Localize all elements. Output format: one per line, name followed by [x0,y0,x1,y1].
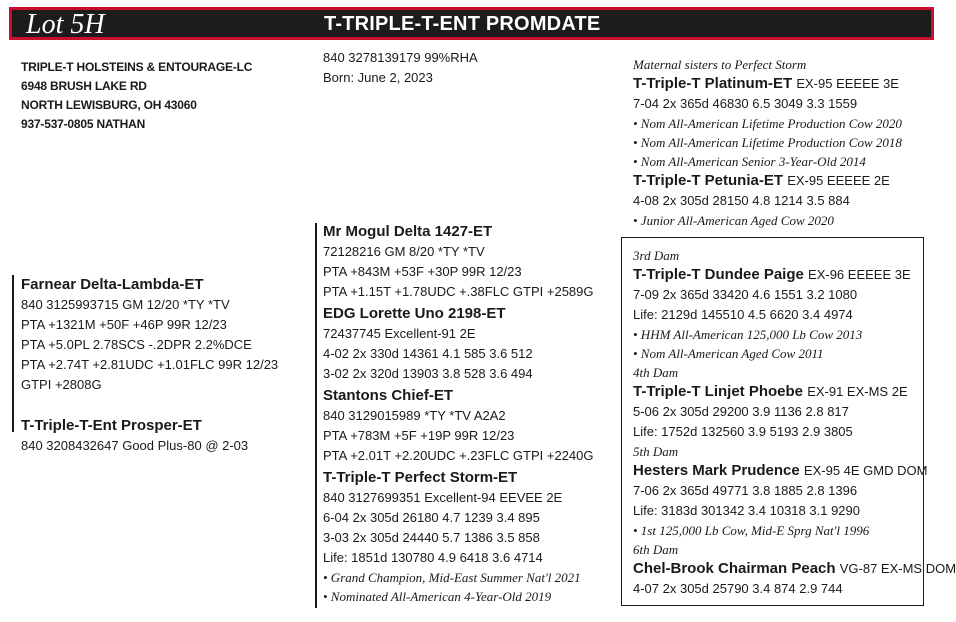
third-dam-heading: 3rd Dam [633,248,680,263]
fifth-dam-record: 7-06 2x 365d 49771 3.8 1885 2.8 1396 [633,483,858,498]
sires-sire-name: Mr Mogul Delta 1427-ET [323,223,493,240]
third-dam-note: • HHM All-American 125,000 Lb Cow 2013 [633,327,863,342]
dams-dam-note: • Nominated All-American 4-Year-Old 2019 [323,589,552,604]
third-dam-record: Life: 2129d 145510 4.5 6620 3.4 4974 [633,307,853,322]
third-dam-record: 7-09 2x 365d 33420 4.6 1551 3.2 1080 [633,287,858,302]
dams-dam-line: 3-03 2x 305d 24440 5.7 1386 3.5 858 [323,530,540,545]
third-dam-name-row [633,265,956,285]
sires-sire-line: PTA +843M +53F +30P 99R 12/23 [323,264,522,279]
sister-name-row [633,171,902,191]
owner-line: 937-537-0805 NATHAN [21,117,146,131]
dams-dam-line: 840 3127699351 Excellent-94 EEVEE 2E [323,490,563,505]
dam-line: 840 3208432647 Good Plus-80 @ 2-03 [21,438,249,453]
dam-name: T-Triple-T-Ent Prosper-ET [21,417,202,434]
fifth-dam-name: Hesters Mark Prudence [633,462,800,479]
sires-sire-line: 72128216 GM 8/20 *TY *TV [323,244,485,259]
maternal-sisters-heading: Maternal sisters to Perfect Storm [633,57,807,72]
sixth-dam-heading: 6th Dam [633,542,679,557]
sixth-dam-name: Chel-Brook Chairman Peach [633,560,836,577]
sister-note: • Nom All-American Lifetime Production Cow 2018 [633,135,902,150]
owner-line: TRIPLE-T HOLSTEINS & ENTOURAGE-LC [21,60,253,74]
sires-dam-line: 72437745 Excellent-91 2E [323,326,476,341]
sire-block [21,275,278,395]
sister-name: T-Triple-T Petunia-ET [633,172,784,189]
third-dam-note: • Nom All-American Aged Cow 2011 [633,346,824,361]
fourth-dam-record: 5-06 2x 305d 29200 3.9 1136 2.8 817 [633,404,849,419]
animal-registration: 840 3278139179 99%RHA [323,50,478,65]
animal-info [323,48,478,88]
sire-line: PTA +1321M +50F +46P 99R 12/23 [21,317,227,332]
sister-note: • Nom All-American Lifetime Production Cow 2020 [633,116,902,131]
fifth-dam-heading: 5th Dam [633,444,679,459]
owner-line: 6948 BRUSH LAKE RD [21,79,147,93]
sire-name: Farnear Delta-Lambda-ET [21,276,204,293]
lot-header-bar [9,7,934,40]
fifth-dam-name-row [633,461,956,481]
sires-sire-block [323,222,594,302]
maternal-sisters-block [633,55,902,230]
dam-block [21,416,248,456]
sire-line: PTA +5.0PL 2.78SCS -.2DPR 2.2%DCE [21,337,252,352]
pedigree-bracket-left [12,275,14,432]
dams-sire-name: Stantons Chief-ET [323,387,453,404]
pedigree-bracket-dam-side [315,386,317,608]
fifth-dam-record: Life: 3183d 301342 3.4 10318 3.1 9290 [633,503,860,518]
fourth-dam-name-row [633,382,956,402]
sister-classification: EX-95 EEEEE 3E [796,76,899,91]
ancestor-dams-content [633,246,956,599]
fourth-dam-name: T-Triple-T Linjet Phoebe [633,383,804,400]
sister-record: 4-08 2x 305d 28150 4.8 1214 3.5 884 [633,193,850,208]
dams-dam-line: 6-04 2x 305d 26180 4.7 1239 3.4 895 [323,510,540,525]
owner-info [21,58,252,134]
animal-birthdate: Born: June 2, 2023 [323,70,433,85]
sister-name: T-Triple-T Platinum-ET [633,75,793,92]
fifth-dam-note: • 1st 125,000 Lb Cow, Mid-E Sprg Nat'l 1996 [633,523,870,538]
dams-sire-line: PTA +783M +5F +19P 99R 12/23 [323,428,515,443]
third-dam-name: T-Triple-T Dundee Paige [633,266,804,283]
sire-line: GTPI +2808G [21,377,102,392]
animal-title: T-TRIPLE-T-ENT PROMDATE [324,13,601,35]
dams-dam-block [323,468,581,606]
sires-dam-line: 4-02 2x 330d 14361 4.1 585 3.6 512 [323,346,533,361]
sire-line: 840 3125993715 GM 12/20 *TY *TV [21,297,230,312]
sixth-dam-record: 4-07 2x 305d 25790 3.4 874 2.9 744 [633,581,843,596]
sister-classification: EX-95 EEEEE 2E [787,173,890,188]
sires-dam-name: EDG Lorette Uno 2198-ET [323,305,506,322]
dams-sire-line: PTA +2.01T +2.20UDC +.23FLC GTPI +2240G [323,448,594,463]
fifth-dam-classification: EX-95 4E GMD DOM [803,463,928,478]
dams-dam-name: T-Triple-T Perfect Storm-ET [323,469,518,486]
sister-note: • Junior All-American Aged Cow 2020 [633,213,834,228]
sires-dam-block [323,304,533,384]
dams-dam-note: • Grand Champion, Mid-East Summer Nat'l 2021 [323,570,581,585]
third-dam-classification: EX-96 EEEEE 3E [808,267,911,282]
fourth-dam-heading: 4th Dam [633,365,679,380]
sire-line: PTA +2.74T +2.81UDC +1.01FLC 99R 12/23 [21,357,279,372]
sires-sire-line: PTA +1.15T +1.78UDC +.38FLC GTPI +2589G [323,284,594,299]
sixth-dam-name-row [633,559,956,579]
dams-sire-line: 840 3129015989 *TY *TV A2A2 [323,408,506,423]
fourth-dam-record: Life: 1752d 132560 3.9 5193 2.9 3805 [633,424,853,439]
owner-line: NORTH LEWISBURG, OH 43060 [21,98,197,112]
sires-dam-line: 3-02 2x 320d 13903 3.8 528 3.6 494 [323,366,533,381]
lot-number: Lot 5H [26,9,105,40]
sister-record: 7-04 2x 365d 46830 6.5 3049 3.3 1559 [633,96,858,111]
sixth-dam-classification: VG-87 EX-MS DOM [839,561,956,576]
sister-name-row [633,74,902,94]
sister-note: • Nom All-American Senior 3-Year-Old 2014 [633,154,866,169]
dams-sire-block [323,386,594,466]
dams-dam-line: Life: 1851d 130780 4.9 6418 3.6 4714 [323,550,543,565]
fourth-dam-classification: EX-91 EX-MS 2E [807,384,908,399]
